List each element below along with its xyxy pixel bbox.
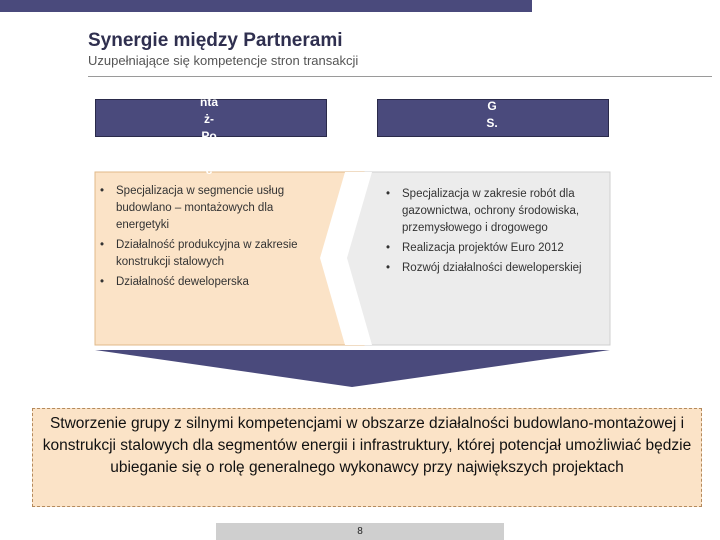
page-number: 8 bbox=[357, 526, 363, 537]
right-competence-list bbox=[386, 186, 600, 280]
list-item: • Realizacja projektów Euro 2012 bbox=[386, 240, 600, 257]
left-competence-list bbox=[100, 183, 314, 294]
partner-header-left-label: nta ż- Po no c bbox=[200, 95, 218, 177]
conclusion-text: Stworzenie grupy z silnymi kompetencjami w obszarze działalności budowlano-montażowej i konstrukcji stalowych dla segmentów energii i infrastruktury, której potencjał umożliwiać będzie ubieganie się o rolę generalnego wykonawcy przy największych projektach bbox=[42, 415, 692, 476]
conclusion-box bbox=[32, 408, 702, 507]
list-item: • Specjalizacja w zakresie robót dla gazownictwa, ochrony środowiska, przemysłowego i drogowego bbox=[386, 186, 600, 237]
list-item: • Działalność produkcyjna w zakresie konstrukcji stalowych bbox=[100, 237, 314, 271]
list-item: • Działalność deweloperska bbox=[100, 274, 314, 291]
list-item: • Rozwój działalności deweloperskiej bbox=[386, 260, 600, 277]
down-arrow bbox=[95, 350, 610, 387]
partner-header-right-label: G S. bbox=[486, 99, 498, 130]
list-item: • Specjalizacja w segmencie usług budowlano – montażowych dla energetyki bbox=[100, 183, 314, 234]
slide-title: Synergie między Partnerami bbox=[88, 30, 343, 51]
partner-header-left bbox=[95, 95, 327, 177]
partner-header-right bbox=[377, 99, 609, 137]
slide-subtitle: Uzupełniające się kompetencje stron transakcji bbox=[88, 53, 359, 68]
footer-bar bbox=[216, 523, 504, 540]
